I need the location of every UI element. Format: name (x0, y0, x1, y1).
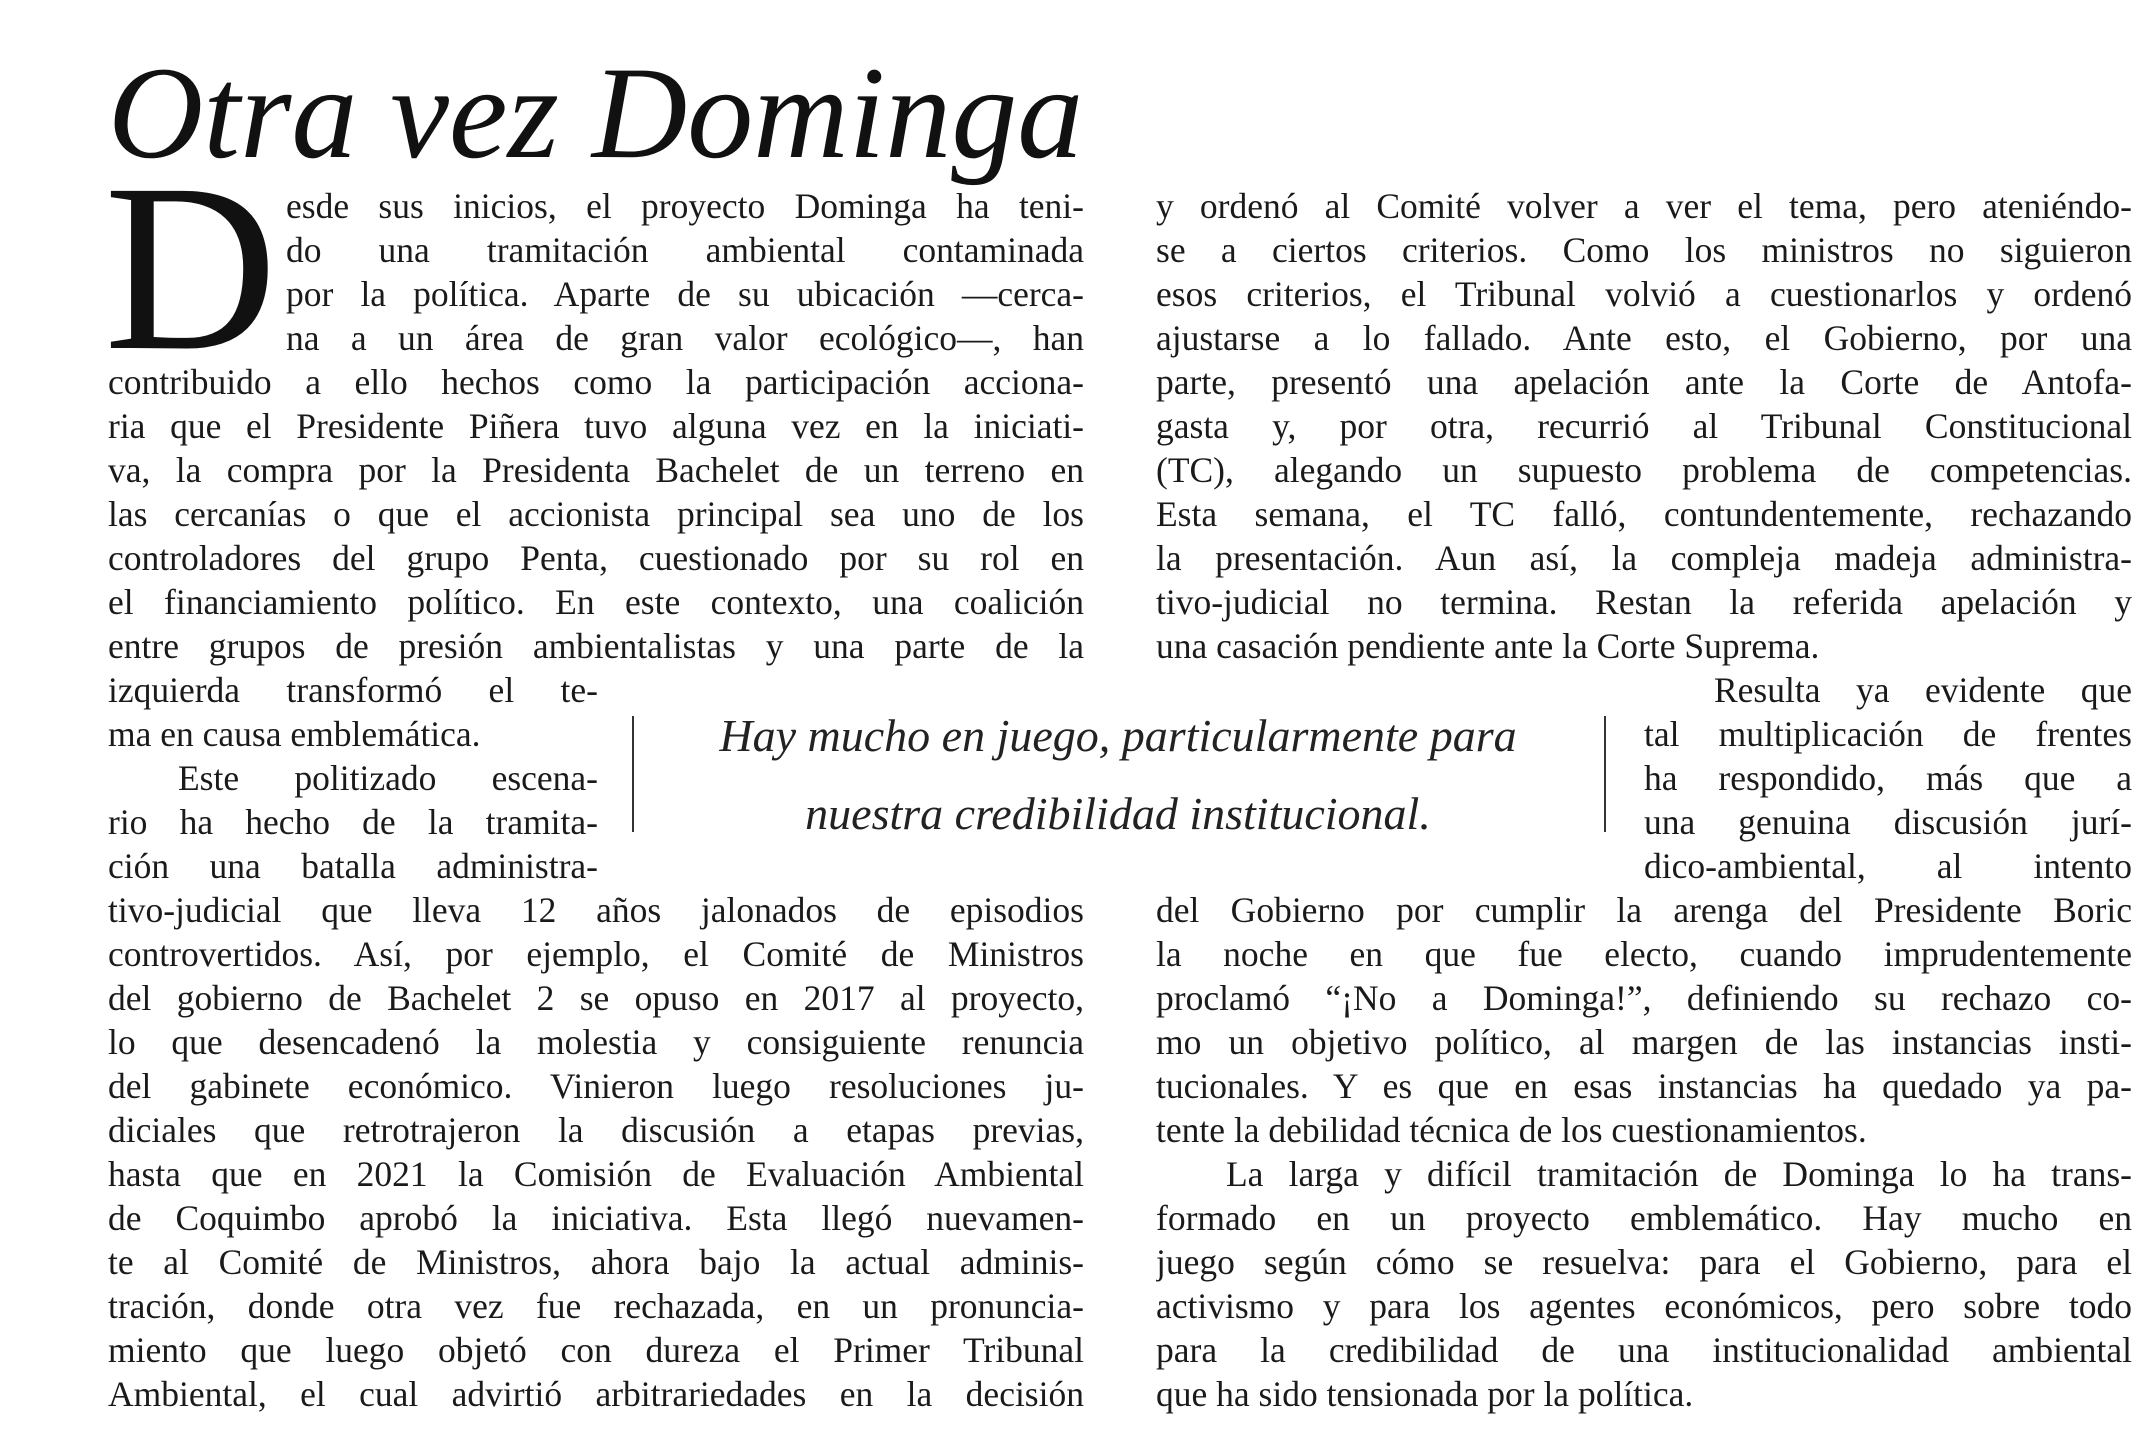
text-line: rio ha hecho de la tramita- (108, 802, 598, 842)
text-line: miento que luego objetó con dureza el Primer Tribunal (108, 1330, 1084, 1370)
text-line: ción una batalla administra- (108, 846, 598, 886)
text-line: tivo-judicial no termina. Restan la referida apelación y (1156, 582, 2132, 622)
text-line: se a ciertos criterios. Como los ministros no siguieron (1156, 230, 2132, 270)
text-line: juego según cómo se resuelva: para el Gobierno, para el (1156, 1242, 2132, 1282)
text-line: (TC), alegando un supuesto problema de competencias. (1156, 450, 2132, 490)
text-line: del gobierno de Bachelet 2 se opuso en 2017 al proyecto, (108, 978, 1084, 1018)
text-line: tración, donde otra vez fue rechazada, en un pronuncia- (108, 1286, 1084, 1326)
text-line: entre grupos de presión ambientalistas y una parte de la (108, 626, 1084, 666)
text-line: Este politizado escena- (178, 758, 598, 798)
text-line: ma en causa emblemática. (108, 714, 481, 754)
text-line: te al Comité de Ministros, ahora bajo la actual adminis- (108, 1242, 1084, 1282)
text-line: gasta y, por otra, recurrió al Tribunal Constitucional (1156, 406, 2132, 446)
text-line: hasta que en 2021 la Comisión de Evaluación Ambiental (108, 1154, 1084, 1194)
text-line: las cercanías o que el accionista principal sea uno de los (108, 494, 1084, 534)
text-line: formado en un proyecto emblemático. Hay mucho en (1156, 1198, 2132, 1238)
text-line: mo un objetivo político, al margen de las instancias insti- (1156, 1022, 2132, 1062)
text-line: tivo-judicial que lleva 12 años jalonados de episodios (108, 890, 1084, 930)
text-line: la presentación. Aun así, la compleja madeja administra- (1156, 538, 2132, 578)
text-line: lo que desencadenó la molestia y consiguiente renuncia (108, 1022, 1084, 1062)
text-line: una casación pendiente ante la Corte Suprema. (1156, 626, 1820, 666)
text-line: na a un área de gran valor ecológico—, han (286, 318, 1084, 358)
text-line: Resulta ya evidente que (1714, 670, 2132, 710)
pull-quote-rule-right (1604, 716, 1606, 832)
text-line: diciales que retrotrajeron la discusión a etapas previas, (108, 1110, 1084, 1150)
text-line: una genuina discusión jurí- (1644, 802, 2132, 842)
text-line: tente la debilidad técnica de los cuestionamientos. (1156, 1110, 1867, 1150)
text-line: dico-ambiental, al intento (1644, 846, 2132, 886)
text-line: y ordenó al Comité volver a ver el tema, pero ateniéndo- (1156, 186, 2132, 226)
pull-quote-line: Hay mucho en juego, particularmente para (719, 710, 1517, 761)
text-line: esde sus inicios, el proyecto Dominga ha teni- (286, 186, 1084, 226)
text-line: controvertidos. Así, por ejemplo, el Comité de Ministros (108, 934, 1084, 974)
text-line: de Coquimbo aprobó la iniciativa. Esta llegó nuevamen- (108, 1198, 1084, 1238)
text-line: Ambiental, el cual advirtió arbitrariedades en la decisión (108, 1374, 1084, 1414)
text-line: controladores del grupo Penta, cuestionado por su rol en (108, 538, 1084, 578)
drop-cap: D (104, 134, 278, 400)
text-line: que ha sido tensionada por la política. (1156, 1374, 1694, 1414)
text-line: parte, presentó una apelación ante la Corte de Antofa- (1156, 362, 2132, 402)
text-line: tal multiplicación de frentes (1644, 714, 2132, 754)
pull-quote (632, 708, 1604, 839)
text-line: contribuido a ello hechos como la participación acciona- (108, 362, 1084, 402)
pull-quote-line: nuestra credibilidad institucional. (805, 788, 1431, 839)
text-line: Esta semana, el TC falló, contundentemente, rechazando (1156, 494, 2132, 534)
text-line: tucionales. Y es que en esas instancias ha quedado ya pa- (1156, 1066, 2132, 1106)
article-title: Otra vez Dominga (108, 39, 1084, 186)
text-line: para la credibilidad de una institucionalidad ambiental (1156, 1330, 2132, 1370)
text-line: del Gobierno por cumplir la arenga del Presidente Boric (1156, 890, 2132, 930)
text-line: do una tramitación ambiental contaminada (286, 230, 1084, 270)
text-line: activismo y para los agentes económicos, pero sobre todo (1156, 1286, 2132, 1326)
text-line: ha respondido, más que a (1644, 758, 2132, 798)
text-line: La larga y difícil tramitación de Dominga lo ha trans- (1226, 1154, 2132, 1194)
text-line: ajustarse a lo fallado. Ante esto, el Gobierno, por una (1156, 318, 2132, 358)
text-line: esos criterios, el Tribunal volvió a cuestionarlos y ordenó (1156, 274, 2132, 314)
text-line: izquierda transformó el te- (108, 670, 598, 710)
text-line: del gabinete económico. Vinieron luego resoluciones ju- (108, 1066, 1084, 1106)
text-line: ria que el Presidente Piñera tuvo alguna vez en la iniciati- (108, 406, 1084, 446)
text-line: proclamó “¡No a Dominga!”, definiendo su rechazo co- (1156, 978, 2132, 1018)
text-line: el financiamiento político. En este contexto, una coalición (108, 582, 1084, 622)
text-line: la noche en que fue electo, cuando imprudentemente (1156, 934, 2132, 974)
text-line: va, la compra por la Presidenta Bachelet de un terreno en (108, 450, 1084, 490)
text-line: por la política. Aparte de su ubicación —cerca- (286, 274, 1084, 314)
